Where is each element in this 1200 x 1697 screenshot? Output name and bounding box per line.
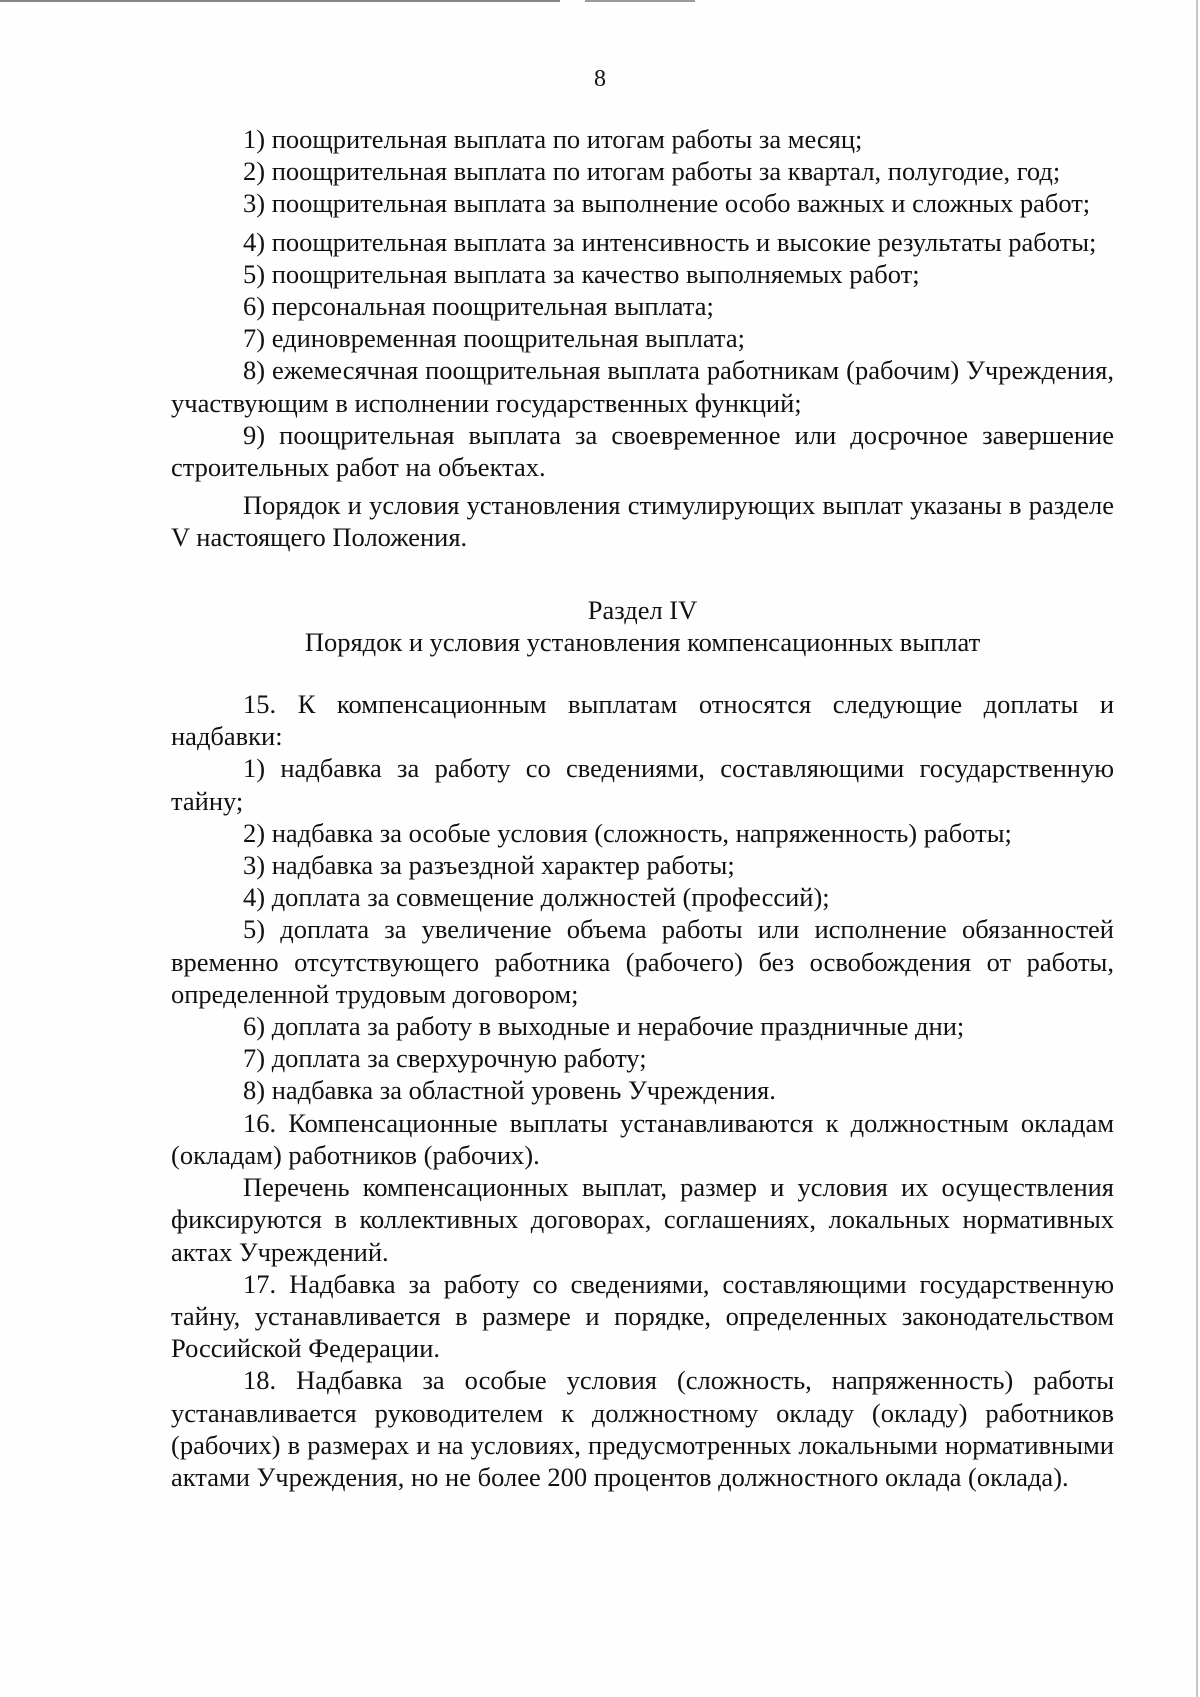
list-item: 4) доплата за совмещение должностей (профессий); (243, 882, 830, 913)
section-title: Раздел IV (587, 594, 698, 625)
list-item: 1) поощрительная выплата по итогам работы за месяц; (243, 124, 863, 154)
list-item: 6) персональная поощрительная выплата; (243, 291, 714, 322)
paragraph: Порядок и условия установления стимулирующих выплат указаны в разделе V настоящего Положения. (171, 490, 1114, 553)
list-item: 2) надбавка за особые условия (сложность, напряженность) работы; (243, 817, 1012, 848)
page-number: 8 (594, 66, 606, 92)
clause: 15. К компенсационным выплатам относятся следующие доплаты и надбавки: (171, 689, 1114, 752)
clause: 18. Надбавка за особые условия (сложность, напряженность) работы устанавливается руководителем к должностному окладу (окладу) работников (рабочих) в размерах и на условиях, предусмотренных локальными нормативными актами Учреждения, но не более 200 процентов должностного оклада (оклада). (171, 1365, 1114, 1492)
list-item: 1) надбавка за работу со сведениями, составляющими государственную тайну; (171, 753, 1114, 816)
scan-artifact (0, 0, 560, 2)
paragraph: Перечень компенсационных выплат, размер и условия их осуществления фиксируются в коллективных договорах, соглашениях, локальных нормативных актах Учреждений. (171, 1172, 1114, 1267)
list-item: 5) поощрительная выплата за качество выполняемых работ; (243, 258, 920, 289)
list-item: 7) единовременная поощрительная выплата; (243, 323, 745, 354)
section-subtitle: Порядок и условия установления компенсационных выплат (304, 626, 981, 657)
list-item: 8) ежемесячная поощрительная выплата работникам (рабочим) Учреждения, участвующим в исполнении государственных функций; (171, 355, 1114, 418)
list-item: 9) поощрительная выплата за своевременное или досрочное завершение строительных работ на объектах. (171, 419, 1114, 483)
clause: 16. Компенсационные выплаты устанавливаются к должностным окладам (окладам) работников (рабочих). (171, 1107, 1114, 1170)
clause: 17. Надбавка за работу со сведениями, составляющими государственную тайну, устанавливается в размере и порядке, определенных законодательством Российской Федерации. (171, 1268, 1114, 1364)
list-item: 7) доплата за сверхурочную работу; (243, 1043, 647, 1074)
list-item: 6) доплата за работу в выходные и нерабочие праздничные дни; (243, 1011, 965, 1042)
scan-artifact (1196, 0, 1198, 1697)
list-item: 8) надбавка за областной уровень Учреждения. (243, 1075, 776, 1106)
document-body (171, 123, 1114, 1493)
list-item: 2) поощрительная выплата по итогам работы за квартал, полугодие, год; (243, 156, 1061, 187)
list-item: 4) поощрительная выплата за интенсивность и высокие результаты работы; (243, 226, 1097, 257)
scan-artifact (585, 0, 695, 2)
list-item: 3) надбавка за разъездной характер работы; (243, 850, 735, 881)
list-item: 5) доплата за увеличение объема работы или исполнение обязанностей временно отсутствующего работника (рабочего) без освобождения от работы, определенной трудовым договором; (171, 914, 1114, 1009)
list-item: 3) поощрительная выплата за выполнение особо важных и сложных работ; (243, 188, 1091, 219)
